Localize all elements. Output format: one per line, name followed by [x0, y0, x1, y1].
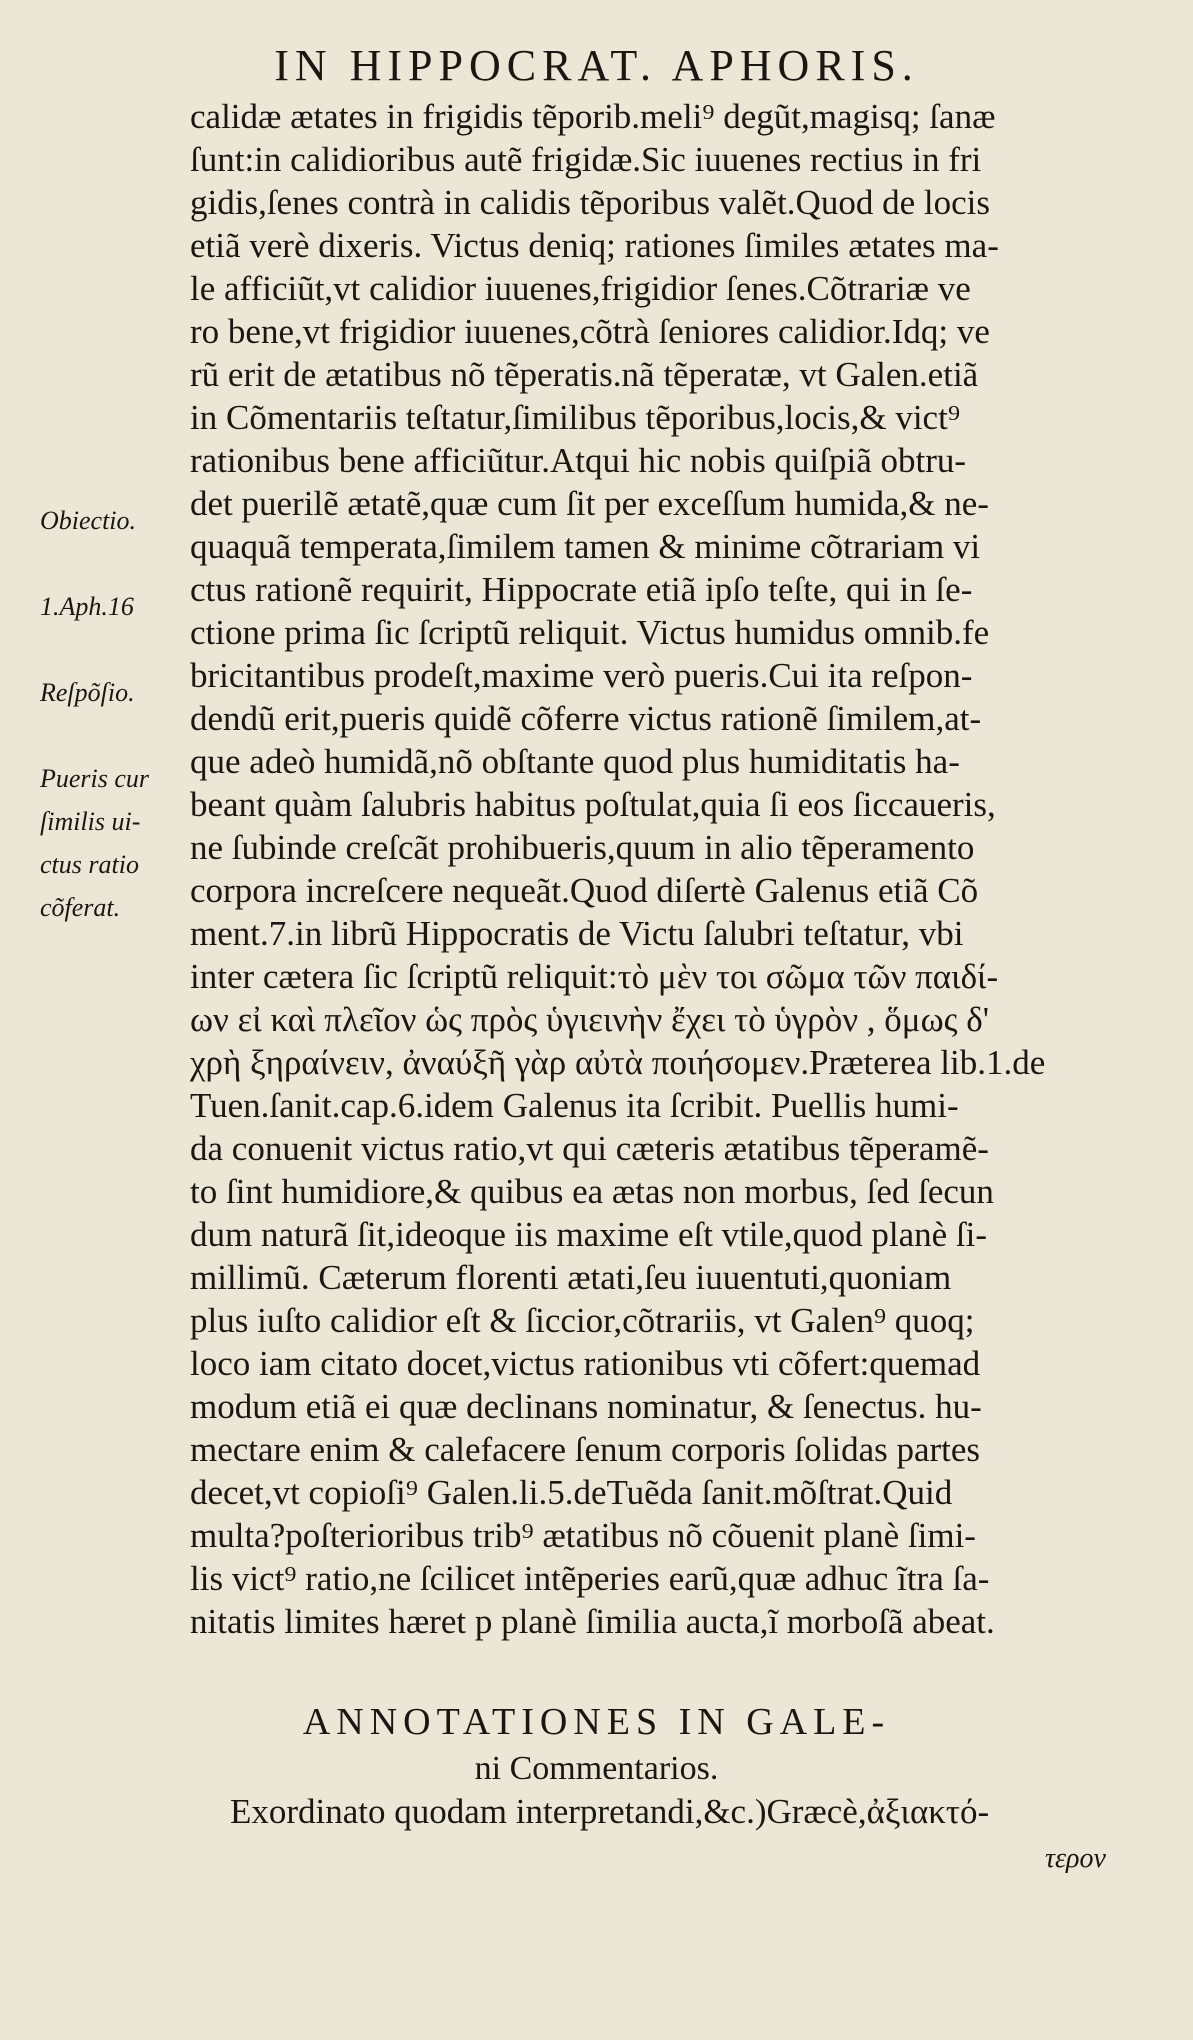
text-line: Tuen.ſanit.cap.6.idem Galenus ita ſcribit. Puellis humi- — [190, 1086, 959, 1125]
text-line: quaquã temperata,ſimilem tamen & minime cõtrariam vi — [190, 527, 981, 566]
text-line: dendũ erit,pueris quidẽ cõferre victus rationẽ ſimilem,at- — [190, 699, 982, 738]
text-line: rationibus bene afficiũtur.Atqui hic nobis quiſpiã obtru- — [190, 441, 967, 480]
annotations-heading: ANNOTATIONES IN GALE- — [302, 1701, 891, 1743]
text-line: ſunt:in calidioribus autẽ frigidæ.Sic iuuenes rectius in fri — [190, 140, 982, 179]
annotation-first-line: Exordinato quodam interpretandi,&c.)Græcè,ἀξιακτό- — [230, 1792, 990, 1831]
margin-note-pueris-2: ſimilis ui- — [40, 807, 141, 836]
margin-note-pueris-4: cõferat. — [40, 893, 121, 922]
text-line: que adeò humidã,nõ obſtante quod plus humiditatis ha- — [190, 742, 960, 781]
text-line: corpora increſcere nequeãt.Quod diſertè Galenus etiã Cõ — [190, 871, 979, 910]
text-line: gidis,ſenes contrà in calidis tẽporibus valẽt.Quod de locis — [190, 183, 990, 222]
text-line: beant quàm ſalubris habitus poſtulat,quia ſi eos ſiccaueris, — [190, 785, 996, 824]
text-line: etiã verè dixeris. Victus deniq; rationes ſimiles ætates ma- — [190, 226, 999, 265]
text-line: lis vict⁹ ratio,ne ſcilicet intẽperies earũ,quæ adhuc ĩtra ſa- — [190, 1559, 990, 1598]
annotations-subheading: ni Commentarios. — [474, 1750, 719, 1787]
margin-note-pueris-3: ctus ratio — [40, 850, 139, 879]
text-line: ων εἰ καὶ πλεῖον ὡς πρὸς ὑγιεινὴν ἔχει τὸ ὑγρὸν , ὅμως δ' — [190, 1000, 990, 1039]
text-line: det puerilẽ ætatẽ,quæ cum ſit per exceſſum humida,& ne- — [190, 484, 989, 523]
text-line: multa?poſterioribus trib⁹ ætatibus nõ cõuenit planè ſimi- — [190, 1516, 976, 1555]
text-line: calidæ ætates in frigidis tẽporib.meli⁹ degũt,magisq; ſanæ — [190, 97, 996, 136]
text-line: dum naturã ſit,ideoque iis maxime eſt vtile,quod planè ſi- — [190, 1215, 988, 1254]
text-line: plus iuſto calidior eſt & ſiccior,cõtrariis, vt Galen⁹ quoq; — [190, 1301, 975, 1340]
margin-note-aphorism-ref: 1.Aph.16 — [40, 592, 134, 621]
text-line: decet,vt copioſi⁹ Galen.li.5.deTuẽda ſanit.mõſtrat.Quid — [190, 1473, 953, 1512]
margin-note-responsio: Reſpõſio. — [40, 678, 135, 707]
text-line: ro bene,vt frigidior iuuenes,cõtrà ſeniores calidior.Idq; ve — [190, 312, 990, 351]
text-line: mectare enim & calefacere ſenum corporis ſolidas partes — [190, 1430, 981, 1469]
text-line: ment.7.in librũ Hippocratis de Victu ſalubri teſtatur, vbi — [190, 914, 964, 953]
text-line: le afficiũt,vt calidior iuuenes,frigidior ſenes.Cõtrariæ ve — [190, 269, 971, 308]
text-line: rũ erit de ætatibus nõ tẽperatis.nã tẽperatæ, vt Galen.etiã — [190, 355, 979, 394]
text-line: modum etiã ei quæ declinans nominatur, & ſenectus. hu- — [190, 1387, 982, 1426]
text-line: da conuenit victus ratio,vt qui cæteris ætatibus tẽperamẽ- — [190, 1129, 989, 1168]
text-line: in Cõmentariis teſtatur,ſimilibus tẽporibus,locis,& vict⁹ — [190, 398, 961, 437]
text-line: to ſint humidiore,& quibus ea ætas non morbus, ſed ſecun — [190, 1172, 994, 1211]
text-line: bricitantibus prodeſt,maxime verò pueris.Cui ita reſpon- — [190, 656, 973, 695]
margin-note-objectio: Obiectio. — [40, 506, 137, 535]
main-text-block — [190, 95, 1150, 1643]
margin-note-pueris-1: Pueris cur — [40, 764, 150, 793]
running-head: IN HIPPOCRAT. APHORIS. — [274, 41, 919, 90]
text-line: ne ſubinde creſcãt prohibueris,quum in alio tẽperamento — [190, 828, 975, 867]
text-line: inter cætera ſic ſcriptũ reliquit:τὸ μὲν τοι σῶμα τῶν παιδί- — [190, 957, 999, 996]
text-line: millimũ. Cæterum florenti ætati,ſeu iuuentuti,quoniam — [190, 1258, 952, 1297]
catchword: τερον — [1045, 1843, 1106, 1874]
text-line: loco iam citato docet,victus rationibus vti cõfert:quemad — [190, 1344, 981, 1383]
text-line: ctione prima ſic ſcriptũ reliquit. Victus humidus omnib.fe — [190, 613, 990, 652]
text-line: χρὴ ξηραίνειν, ἀναύξῆ γὰρ αὐτὰ ποιήσομεν.Præterea lib.1.de — [190, 1043, 1046, 1082]
text-line: nitatis limites hæret p planè ſimilia aucta,ĩ morboſã abeat. — [190, 1602, 995, 1641]
text-line: ctus rationẽ requirit, Hippocrate etiã ipſo teſte, qui in ſe- — [190, 570, 973, 609]
